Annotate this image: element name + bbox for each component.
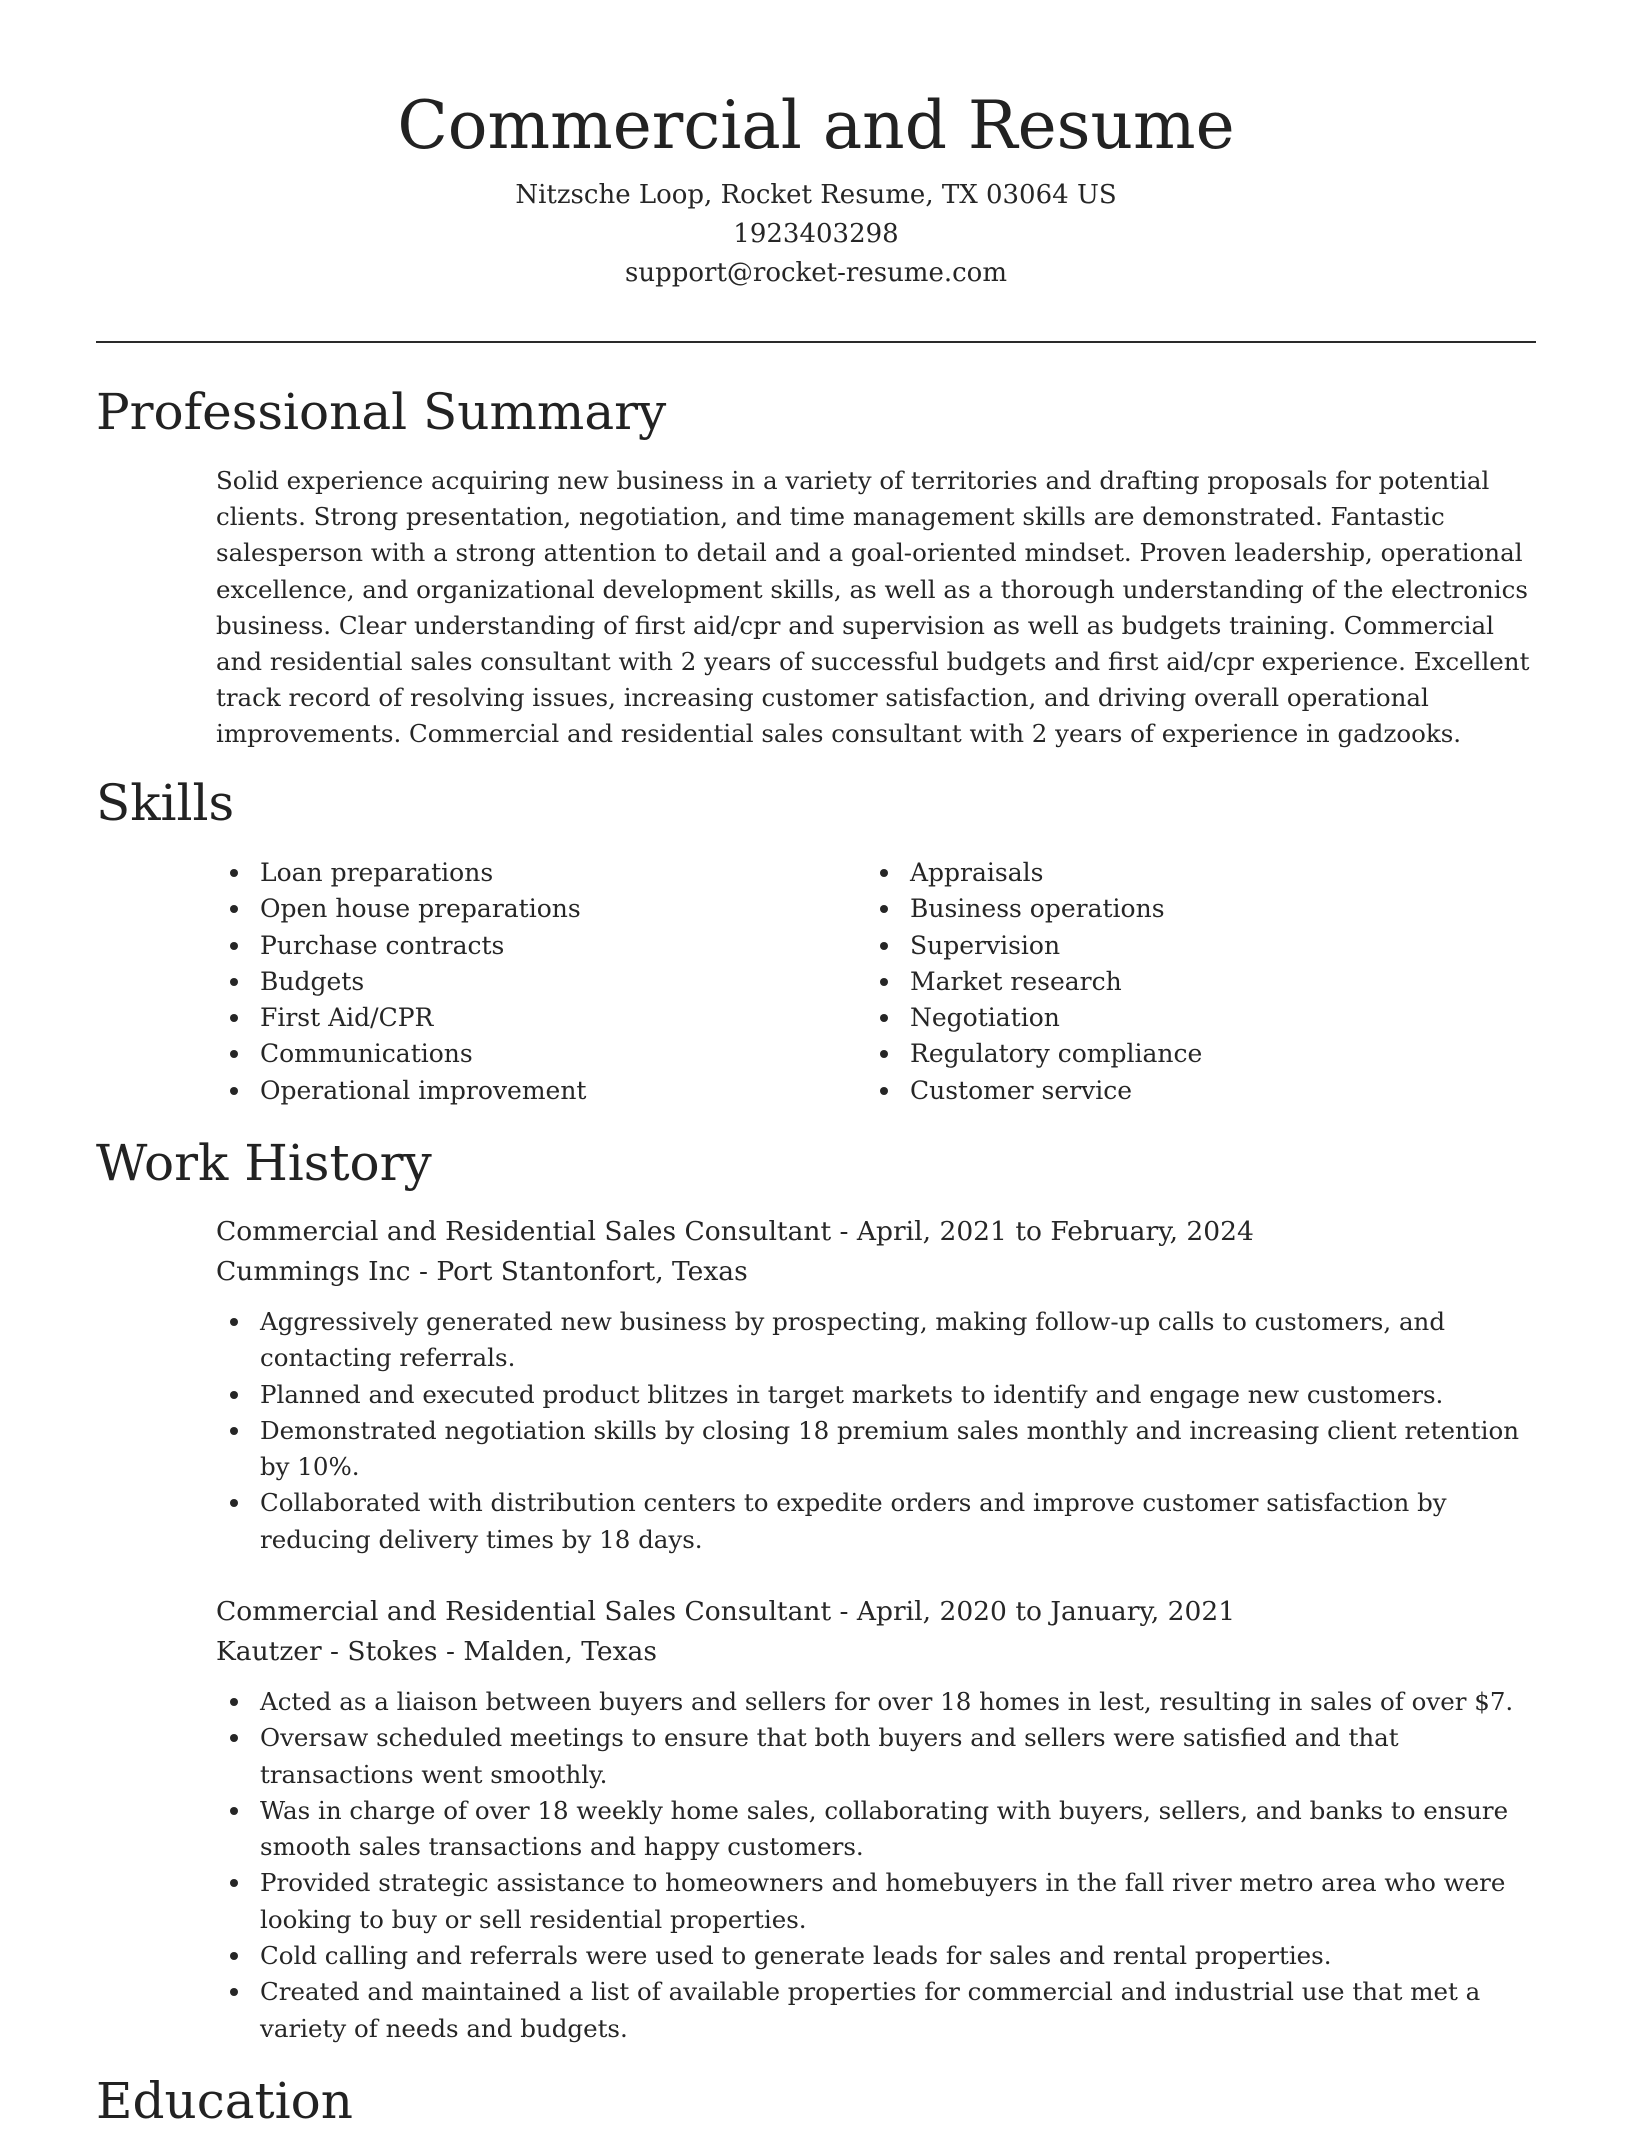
skill-item: Business operations (866, 891, 1486, 927)
job-bullet: Created and maintained a list of available properties for commercial and industrial use that met a variety of needs and budgets. (172, 1974, 1541, 2047)
job-bullet: Provided strategic assistance to homeowners and homebuyers in the fall river metro area who were looking to buy or sell residential properties. (172, 1865, 1541, 1938)
skill-item: First Aid/CPR (216, 1000, 836, 1036)
section-title-work-history: Work History (96, 1134, 432, 1192)
skill-item: Loan preparations (216, 855, 836, 891)
job-dates: - April, 2020 to January, 2021 (831, 1596, 1236, 1627)
job-title-line (216, 1592, 1541, 1632)
resume-name: Commercial and Resume (397, 87, 1235, 164)
job-title-line (216, 1212, 1541, 1252)
job-company: Kautzer - Stokes (216, 1636, 438, 1667)
skills-list-left (216, 855, 836, 1109)
address: Nitzsche Loop, Rocket Resume, TX 03064 US (515, 180, 1117, 210)
skills-list-right (866, 855, 1486, 1109)
job-company: Cummings Inc (216, 1256, 411, 1287)
job-bullet: Planned and executed product blitzes in target markets to identify and engage new customers. (172, 1377, 1541, 1413)
contact-block (96, 176, 1536, 293)
skill-item: Communications (216, 1036, 836, 1072)
job-bullet: Demonstrated negotiation skills by closing 18 premium sales monthly and increasing client retention by 10%. (172, 1413, 1541, 1486)
skill-item: Operational improvement (216, 1073, 836, 1109)
skill-item: Market research (866, 964, 1486, 1000)
section-title-summary: Professional Summary (96, 383, 667, 441)
job-bullet-list (172, 1684, 1541, 2047)
skill-item: Customer service (866, 1073, 1486, 1109)
summary-text: Solid experience acquiring new business in a variety of territories and drafting proposals for potential clients. Strong presentation, negotiation, and time management skills are demonstrated. Fantastic salesperson with a strong attention to detail and a goal-oriented mindset. Proven leadership, operational excellence, and organizational development skills, as well as a thorough understanding of the electronics business. Clear understanding of first aid/cpr and supervision as well as budgets training. Commercial and residential sales consultant with 2 years of successful budgets and first aid/cpr experience. Excellent track record of resolving issues, increasing customer satisfaction, and driving overall operational improvements. Commercial and residential sales consultant with 2 years of experience in gadzooks. (216, 466, 1530, 749)
skill-item: Supervision (866, 928, 1486, 964)
skill-item: Budgets (216, 964, 836, 1000)
job-location: - Port Stantonfort, Texas (410, 1256, 748, 1287)
job-title: Commercial and Residential Sales Consultant (216, 1596, 832, 1627)
header-divider (96, 341, 1536, 343)
job-bullet: Oversaw scheduled meetings to ensure that both buyers and sellers were satisfied and that transactions went smoothly. (172, 1720, 1541, 1793)
skill-item: Appraisals (866, 855, 1486, 891)
job-bullet: Acted as a liaison between buyers and sellers for over 18 homes in lest, resulting in sales of over $7. (172, 1684, 1541, 1720)
job-company-line (216, 1632, 1541, 1672)
resume-header (96, 84, 1536, 293)
job-title: Commercial and Residential Sales Consultant (216, 1216, 832, 1247)
skill-item: Negotiation (866, 1000, 1486, 1036)
job-dates: - April, 2021 to February, 2024 (831, 1216, 1254, 1247)
skill-item: Regulatory compliance (866, 1036, 1486, 1072)
job-bullet: Cold calling and referrals were used to generate leads for sales and rental properties. (172, 1938, 1541, 1974)
job-bullet-list (172, 1304, 1541, 1558)
job-bullet: Collaborated with distribution centers to expedite orders and improve customer satisfaction by reducing delivery times by 18 days. (172, 1485, 1541, 1558)
section-title-skills: Skills (96, 774, 235, 832)
email: support@rocket-resume.com (624, 258, 1007, 288)
skill-item: Purchase contracts (216, 928, 836, 964)
job-entry (216, 1212, 1541, 1558)
section-title-education: Education (96, 2072, 353, 2130)
phone: 1923403298 (733, 219, 899, 249)
job-bullet: Was in charge of over 18 weekly home sales, collaborating with buyers, sellers, and banks to ensure smooth sales transactions and happy customers. (172, 1793, 1541, 1866)
job-location: - Malden, Texas (437, 1636, 657, 1667)
job-company-line (216, 1252, 1541, 1292)
skill-item: Open house preparations (216, 891, 836, 927)
job-bullet: Aggressively generated new business by prospecting, making follow-up calls to customers, and contacting referrals. (172, 1304, 1541, 1377)
job-entry (216, 1592, 1541, 2047)
